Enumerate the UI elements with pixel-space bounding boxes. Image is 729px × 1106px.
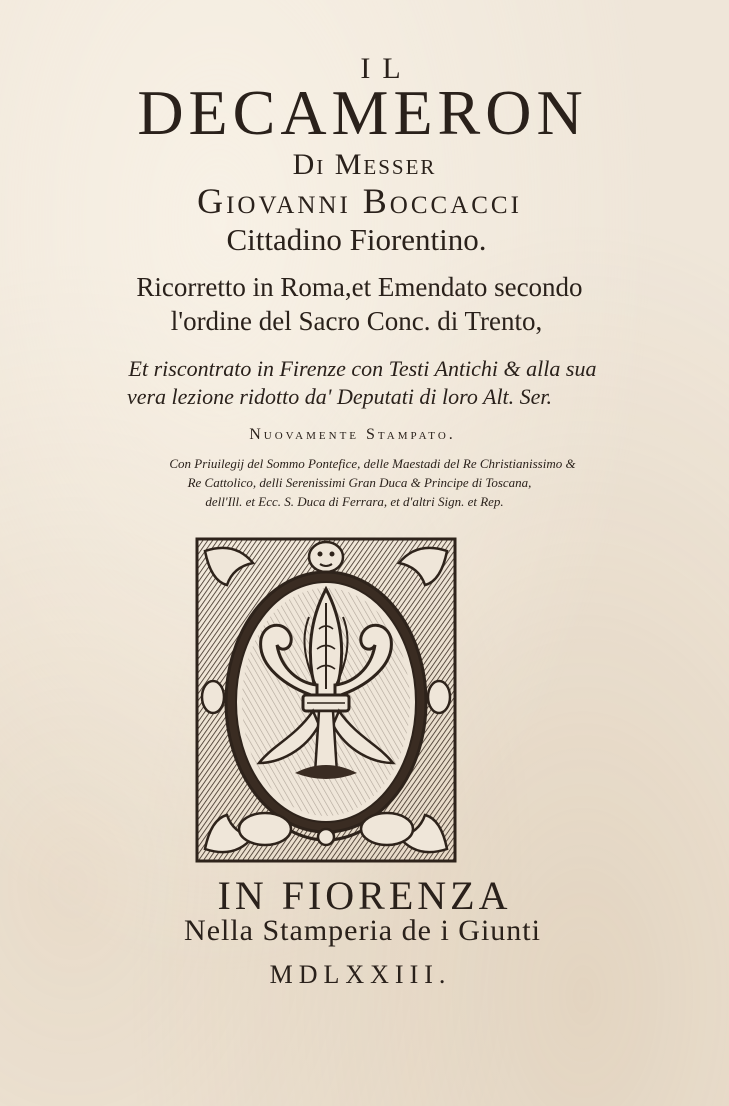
privilege-line-3: dell'Ill. et Ecc. S. Duca di Ferrara, et d'altri Sign. et Rep. [205,494,504,509]
printing-note: Nuovamente Stampato. [249,426,456,443]
privilege-line-2: Re Cattolico, delli Serenissimi Gran Duca & Principe di Toscana, [187,475,532,490]
author-origin: Cittadino Fiorentino. [226,222,487,257]
imprint-printer: Nella Stamperia de i Giunti [184,914,541,947]
imprint-city: IN FIORENZA [217,873,512,918]
imprint-date: MDLXXIII. [269,960,452,989]
title-article: IL [360,52,413,85]
collation-note-line-2: vera lezione ridotto da' Deputati di loro Alt. Ser. [126,384,553,409]
edition-note-line-2: l'ordine del Sacro Conc. di Trento, [170,306,543,336]
author-name: Giovanni Boccacci [197,181,522,221]
book-title: DECAMERON [137,77,588,148]
fleur-de-lis-woodcut-icon [195,537,457,863]
privilege-line-1: Con Priuilegij del Sommo Pontefice, delle Maestadi del Re Christianissimo & [169,456,576,471]
edition-note-line-1: Ricorretto in Roma,et Emendato secondo [136,272,583,302]
collation-note-line-1: Et riscontrato in Firenze con Testi Antichi & alla sua [128,356,597,381]
author-prefix: Di Messer [292,148,437,181]
